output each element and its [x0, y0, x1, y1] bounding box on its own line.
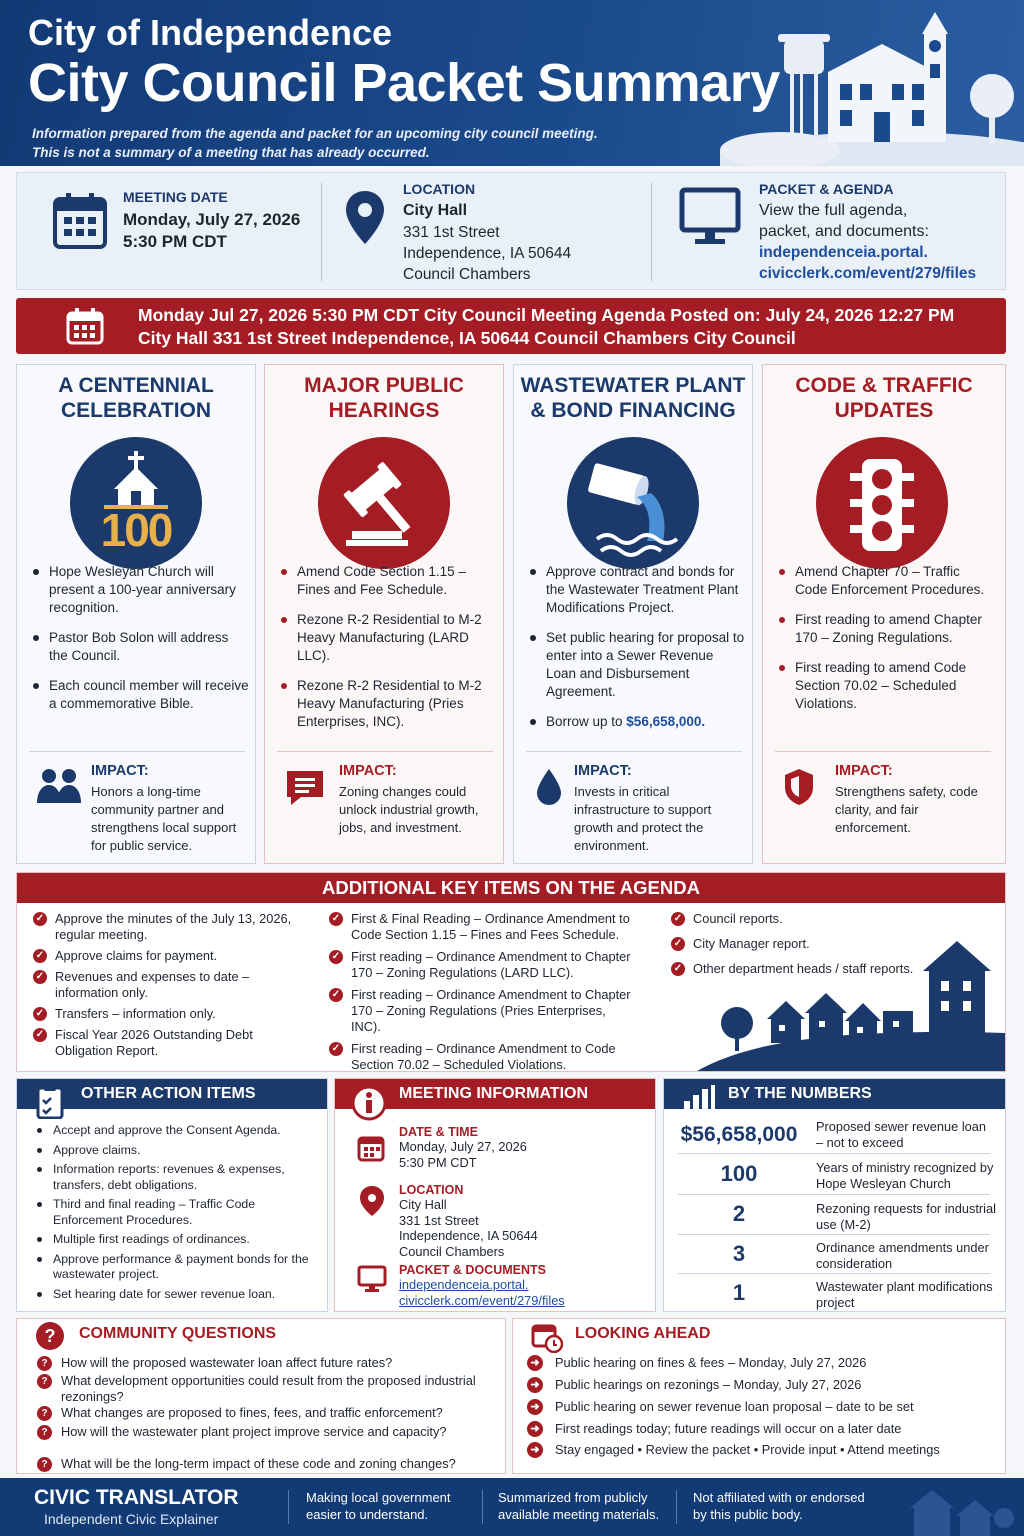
svg-text:?: ?	[44, 1326, 56, 1346]
card-bullets	[779, 563, 995, 725]
info-icon	[351, 1085, 387, 1121]
section-title: OTHER ACTION ITEMS	[17, 1079, 327, 1109]
header	[0, 0, 1024, 166]
calendar-icon	[66, 307, 104, 345]
list-item: ✓ Other department heads / staff reports.	[671, 961, 941, 977]
church-anniversary-icon	[70, 437, 202, 569]
divider	[676, 1490, 677, 1524]
list-item: Information reports: revenues & expenses, transfers, debt obligations.	[31, 1162, 323, 1193]
town-skyline-illustration	[697, 937, 1005, 1071]
divider	[678, 1153, 990, 1154]
impact-text: Invests in critical infrastructure to support growth and protect the environment.	[574, 784, 712, 853]
packet-documents-label: PACKET & DOCUMENTS	[399, 1263, 546, 1277]
arrow-right-icon: ➜	[527, 1399, 543, 1415]
stat-description: Wastewater plant modifications project	[816, 1279, 993, 1310]
list-item: ✓ Transfers – information only.	[33, 1006, 303, 1022]
agenda-posted-banner	[16, 298, 1006, 354]
list-item: ? How will the wastewater plant project improve service and capacity?	[37, 1424, 507, 1440]
packet-link[interactable]: independenceia.portal. civicclerk.com/event/279/files	[399, 1277, 565, 1308]
card-title: CODE & TRAFFIC UPDATES	[795, 374, 973, 422]
question-icon	[35, 1321, 65, 1351]
stat-description: Years of ministry recognized by Hope Wesleyan Church	[816, 1160, 994, 1191]
card-wastewater	[513, 364, 753, 864]
list-item: ✓ Approve the minutes of the July 13, 2026, regular meeting.	[33, 911, 303, 943]
card-code-traffic	[762, 364, 1006, 864]
speech-bubble-icon	[283, 767, 327, 807]
list-item: Set public hearing for proposal to enter into a Sewer Revenue Loan and Disbursement Agreement.	[530, 629, 746, 701]
divider	[775, 751, 991, 752]
additional-list-2	[329, 911, 639, 1078]
question-icon: ?	[37, 1406, 52, 1421]
page-title: City Council Packet Summary	[28, 53, 780, 113]
stat-value: $56,658,000	[680, 1123, 798, 1146]
stat-value: 3	[732, 1241, 746, 1266]
card-centennial	[16, 364, 256, 864]
date-value: Monday, July 27, 2026	[399, 1139, 527, 1154]
computer-monitor-icon	[679, 187, 741, 247]
divider	[277, 751, 493, 752]
stat-value: 100	[720, 1161, 758, 1186]
calendar-icon	[53, 191, 107, 249]
by-the-numbers	[663, 1078, 1006, 1312]
calendar-icon	[357, 1133, 385, 1163]
list-item: Set hearing date for sewer revenue loan.	[31, 1287, 323, 1303]
divider	[678, 1194, 990, 1195]
action-items-list	[31, 1123, 323, 1306]
divider	[288, 1490, 289, 1524]
list-item: ✓ First reading – Ordinance Amendment to Chapter 170 – Zoning Regulations (Pries Enterprises, INC).	[329, 987, 639, 1035]
packet-text: View the full agenda,	[759, 202, 908, 219]
list-item: ✓ Council reports.	[671, 911, 941, 927]
question-icon: ?	[37, 1425, 52, 1440]
list-item: Approve performance & payment bonds for the wastewater project.	[31, 1252, 323, 1283]
location-label: LOCATION	[399, 1183, 464, 1197]
list-item: Rezone R-2 Residential to M-2 Heavy Manufacturing (LARD LLC).	[281, 611, 497, 665]
meeting-time: 5:30 PM CDT	[123, 232, 227, 251]
stat-value: 2	[732, 1201, 746, 1226]
card-title: WASTEWATER PLANT & BOND FINANCING	[520, 374, 746, 422]
list-item: ➜ First readings today; future readings will occur on a later date	[527, 1421, 997, 1437]
list-item: First reading to amend Code Section 70.02 – Scheduled Violations.	[779, 659, 995, 713]
impact-text: Zoning changes could unlock industrial growth, jobs, and investment.	[339, 784, 479, 835]
list-item: Pastor Bob Solon will address the Council.	[33, 629, 249, 665]
meeting-info-strip: MEETING DATE Monday, July 27, 2026 5:30 PM CDT LOCATION City Hall 331 1st Street Independence, IA 50644 Council Chambers PACKET & AGENDA View the full agenda, packet, and documents: independenceia.portal. civicclerk.com/event/279/files	[16, 172, 1006, 290]
list-item: ➜ Public hearings on rezonings – Monday, July 27, 2026	[527, 1377, 997, 1393]
list-item: Amend Chapter 70 – Traffic Code Enforcement Procedures.	[779, 563, 995, 599]
header-subtitle: Information prepared from the agenda and packet for an upcoming city council meeting. This is not a summary of a meeting that has already occurred.	[32, 126, 598, 160]
divider	[651, 183, 652, 281]
anniversary-number: 100	[100, 504, 172, 556]
list-item: ✓ Fiscal Year 2026 Outstanding Debt Obligation Report.	[33, 1027, 303, 1059]
arrow-right-icon: ➜	[527, 1421, 543, 1437]
list-item: Borrow up to $56,658,000.	[530, 713, 746, 731]
question-icon: ?	[37, 1457, 52, 1472]
location-pin-icon	[343, 189, 387, 247]
arrow-right-icon: ➜	[527, 1442, 543, 1458]
looking-ahead	[512, 1318, 1006, 1474]
list-item: ✓ Approve claims for payment.	[33, 948, 303, 964]
card-title: MAJOR PUBLIC HEARINGS	[304, 374, 464, 422]
other-action-items	[16, 1078, 328, 1312]
location-name: City Hall	[403, 202, 468, 219]
location-city: Independence, IA 50644	[403, 245, 572, 262]
list-item: Multiple first readings of ordinances.	[31, 1232, 323, 1248]
water-pipe-icon	[567, 437, 699, 569]
list-item: ? What changes are proposed to fines, fees, and traffic enforcement?	[37, 1405, 507, 1421]
section-title: MEETING INFORMATION	[335, 1079, 655, 1109]
bar-chart-icon	[682, 1083, 716, 1113]
location-room: Council Chambers	[403, 266, 531, 283]
meeting-information: MEETING INFORMATION DATE & TIME Monday, July 27, 2026 5:30 PM CDT LOCATION City Hall 331 1st Street Independence, IA 50644 Council Chambers PACKET & DOCUMENTS independenceia.portal. civicclerk.com/event/279/files	[334, 1078, 656, 1312]
section-title: COMMUNITY QUESTIONS	[79, 1325, 277, 1342]
card-bullets	[33, 563, 249, 725]
list-item: Amend Code Section 1.15 – Fines and Fee Schedule.	[281, 563, 497, 599]
brand-name: CIVIC TRANSLATOR	[34, 1486, 239, 1509]
card-title: A CENTENNIAL CELEBRATION	[58, 374, 214, 422]
divider	[29, 751, 245, 752]
list-item: ? What development opportunities could result from the proposed industrial rezonings?	[37, 1373, 507, 1404]
divider	[678, 1234, 990, 1235]
packet-link[interactable]: independenceia.portal. civicclerk.com/event/279/files	[759, 244, 977, 282]
list-item: ? What will be the long-term impact of these code and zoning changes?	[37, 1456, 507, 1472]
card-bullets	[281, 563, 497, 743]
packet-label: PACKET & AGENDA	[759, 181, 894, 197]
footer	[0, 1478, 1024, 1536]
list-item: ➜ Stay engaged • Review the packet • Provide input • Attend meetings	[527, 1442, 997, 1458]
calendar-clock-icon	[531, 1321, 563, 1353]
stat-description: Rezoning requests for industrial use (M-2)	[816, 1201, 996, 1232]
divider	[482, 1490, 483, 1524]
list-item: Each council member will receive a commemorative Bible.	[33, 677, 249, 713]
banner-line-1: Monday Jul 27, 2026 5:30 PM CDT City Council Meeting Agenda Posted on: July 24, 2026 12:27 PM	[138, 305, 955, 325]
banner-line-2: City Hall 331 1st Street Independence, IA 50644 Council Chambers City Council	[138, 328, 796, 348]
list-item: ➜ Public hearing on sewer revenue loan proposal – date to be set	[527, 1399, 997, 1415]
city-name: City of Independence	[28, 12, 393, 53]
list-item: ✓ Revenues and expenses to date – information only.	[33, 969, 303, 1001]
impact-label: IMPACT:	[339, 763, 397, 779]
clipboard-check-icon	[35, 1083, 65, 1119]
people-icon	[35, 767, 83, 807]
location-street: 331 1st Street	[403, 224, 500, 241]
divider	[526, 751, 742, 752]
city-hall-illustration	[720, 0, 1024, 166]
footer-note: Not affiliated with or endorsed by this public body.	[693, 1490, 865, 1522]
list-item: ➜ Public hearing on fines & fees – Monday, July 27, 2026	[527, 1355, 997, 1371]
impact-label: IMPACT:	[574, 763, 632, 779]
list-item: ? How will the proposed wastewater loan affect future rates?	[37, 1355, 507, 1371]
question-icon: ?	[37, 1374, 52, 1389]
borrow-amount: $56,658,000.	[626, 714, 706, 729]
section-title: LOOKING AHEAD	[575, 1325, 711, 1342]
list-item: Approve claims.	[31, 1143, 323, 1159]
footer-note: Making local government easier to understand.	[306, 1490, 451, 1522]
list-item: ✓ City Manager report.	[671, 936, 941, 952]
arrow-right-icon: ➜	[527, 1355, 543, 1371]
section-title: BY THE NUMBERS	[664, 1079, 1005, 1109]
gavel-icon	[318, 437, 450, 569]
stat-description: Proposed sewer revenue loan – not to exceed	[816, 1119, 987, 1150]
meeting-date: Monday, July 27, 2026	[123, 210, 301, 229]
water-drop-icon	[534, 767, 564, 807]
community-questions	[16, 1318, 506, 1474]
additional-list-1	[33, 911, 303, 1064]
brand-tagline: Independent Civic Explainer	[44, 1511, 219, 1527]
list-item: ✓ First reading – Ordinance Amendment to Chapter 170 – Zoning Regulations (LARD LLC).	[329, 949, 639, 981]
stat-value: 1	[732, 1280, 746, 1305]
impact-text: Honors a long-time community partner and strengthens local support for public service.	[91, 784, 237, 853]
card-public-hearings	[264, 364, 504, 864]
stat-description: Ordinance amendments under consideration	[816, 1240, 989, 1271]
location-label: LOCATION	[403, 181, 476, 197]
list-item: Approve contract and bonds for the Wastewater Treatment Plant Modifications Project.	[530, 563, 746, 617]
footer-note: Summarized from publicly available meeting materials.	[498, 1490, 660, 1522]
divider	[321, 183, 322, 281]
impact-label: IMPACT:	[835, 763, 893, 779]
list-item: ✓ First & Final Reading – Ordinance Amendment to Code Section 1.15 – Fines and Fees Schedule.	[329, 911, 639, 943]
list-item: Rezone R-2 Residential to M-2 Heavy Manufacturing (Pries Enterprises, INC).	[281, 677, 497, 731]
location-pin-icon	[359, 1185, 385, 1217]
date-time-label: DATE & TIME	[399, 1125, 478, 1139]
list-item: Hope Wesleyan Church will present a 100-year anniversary recognition.	[33, 563, 249, 617]
list-item: ✓ First reading – Ordinance Amendment to Code Section 70.02 – Scheduled Violations.	[329, 1041, 639, 1073]
traffic-light-icon	[816, 437, 948, 569]
list-item: Third and final reading – Traffic Code Enforcement Procedures.	[31, 1197, 323, 1228]
impact-text: Strengthens safety, code clarity, and fair enforcement.	[835, 784, 978, 835]
impact-label: IMPACT:	[91, 763, 149, 779]
time-value: 5:30 PM CDT	[399, 1154, 477, 1170]
meeting-date-label: MEETING DATE	[123, 189, 228, 205]
card-bullets	[530, 563, 746, 743]
divider	[678, 1273, 990, 1274]
question-icon: ?	[37, 1356, 52, 1371]
list-item: Accept and approve the Consent Agenda.	[31, 1123, 323, 1139]
computer-monitor-icon	[357, 1265, 387, 1293]
arrow-right-icon: ➜	[527, 1377, 543, 1393]
additional-items-section	[16, 872, 1006, 1072]
section-title: ADDITIONAL KEY ITEMS ON THE AGENDA	[17, 873, 1005, 903]
list-item: First reading to amend Chapter 170 – Zoning Regulations.	[779, 611, 995, 647]
city-hall-watermark-icon	[900, 1484, 1020, 1536]
shield-icon	[781, 767, 817, 807]
